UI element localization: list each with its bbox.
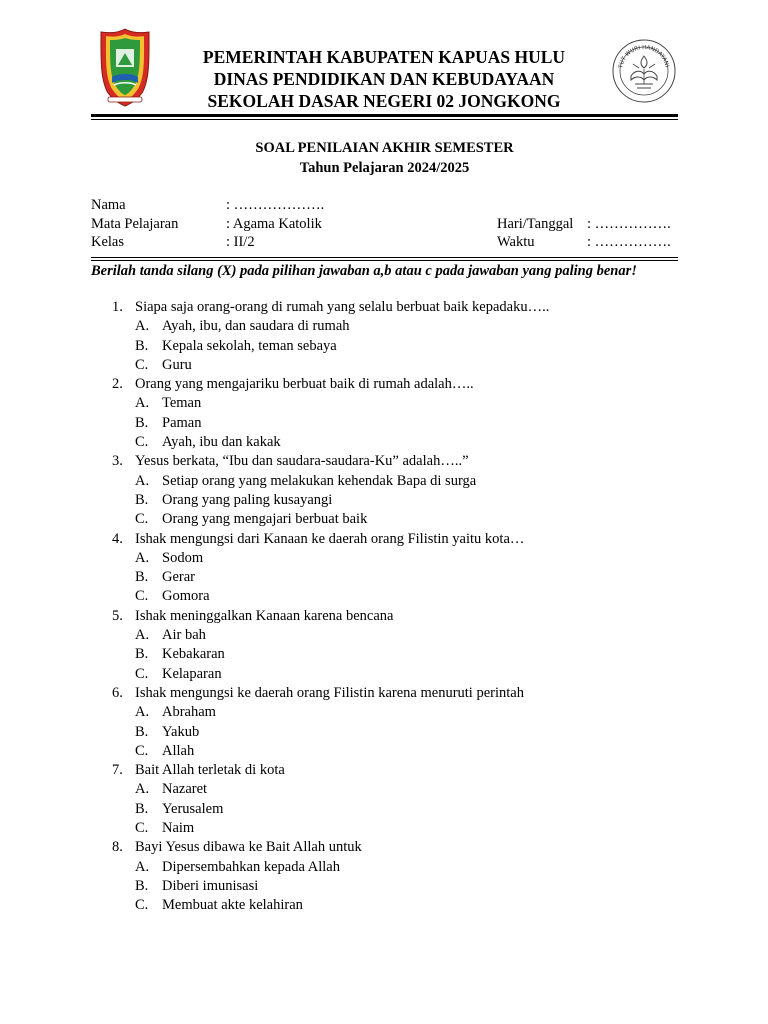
option-text: Ayah, ibu dan kakak: [162, 434, 281, 451]
option-text: Yakub: [162, 723, 200, 740]
question-number: 3.: [112, 453, 123, 470]
option-key: C.: [135, 356, 149, 373]
answer-option[interactable]: [0, 877, 768, 896]
question-row: [0, 298, 768, 317]
answer-option[interactable]: [0, 723, 768, 742]
question-row: [0, 607, 768, 626]
answer-option[interactable]: [0, 549, 768, 568]
question-text: Ishak mengungsi ke daerah orang Filistin karena menuruti perintah: [135, 684, 524, 701]
option-key: C.: [135, 588, 149, 605]
option-text: Gomora: [162, 588, 210, 605]
option-key: B.: [135, 877, 149, 894]
waktu-label: Waktu: [497, 234, 535, 250]
letterhead-rule-thin: [91, 119, 678, 120]
answer-option[interactable]: [0, 703, 768, 722]
question-number: 2.: [112, 376, 123, 393]
option-text: Ayah, ibu, dan saudara di rumah: [162, 318, 350, 335]
svg-text:TUT WURI HANDAYANI: TUT WURI HANDAYANI: [618, 44, 670, 69]
option-text: Dipersembahkan kepada Allah: [162, 858, 340, 875]
mapel-value: : Agama Katolik: [226, 216, 322, 232]
exam-title-line-2: Tahun Pelajaran 2024/2025: [299, 160, 470, 176]
answer-option[interactable]: [0, 414, 768, 433]
question-row: [0, 761, 768, 780]
question-text: Ishak meninggalkan Kanaan karena bencana: [135, 607, 394, 624]
option-text: Kepala sekolah, teman sebaya: [162, 337, 337, 354]
answer-option[interactable]: [0, 472, 768, 491]
letterhead-line-3: SEKOLAH DASAR NEGERI 02 JONGKONG: [207, 91, 561, 111]
question-number: 1.: [112, 299, 123, 315]
option-key: A.: [135, 549, 150, 566]
option-key: A.: [135, 395, 150, 412]
option-text: Orang yang paling kusayangi: [162, 491, 333, 508]
option-text: Guru: [162, 356, 192, 373]
question-text: Ishak mengungsi dari Kanaan ke daerah orang Filistin yaitu kota…: [135, 530, 525, 547]
question-text: Bayi Yesus dibawa ke Bait Allah untuk: [135, 839, 362, 856]
option-text: Teman: [162, 395, 202, 412]
option-text: Membuat akte kelahiran: [162, 897, 303, 914]
question-text: Bait Allah terletak di kota: [135, 762, 285, 779]
question-text: Orang yang mengajariku berbuat baik di rumah adalah…..: [135, 376, 474, 393]
answer-option[interactable]: [0, 317, 768, 336]
question-row: [0, 375, 768, 394]
option-key: B.: [135, 646, 149, 663]
question-text: Siapa saja orang-orang di rumah yang selalu berbuat baik kepadaku…..: [135, 299, 550, 315]
question-row: [0, 838, 768, 857]
answer-option[interactable]: [0, 858, 768, 877]
answer-option[interactable]: [0, 896, 768, 915]
exam-title: [91, 138, 678, 178]
option-text: Kelaparan: [162, 665, 222, 682]
section-rule-top: [91, 257, 678, 258]
answer-option[interactable]: [0, 491, 768, 510]
letterhead-rule-thick: [91, 114, 678, 117]
option-key: B.: [135, 491, 149, 508]
question-row: [0, 684, 768, 703]
letterhead-line-2: DINAS PENDIDIKAN DAN KEBUDAYAAN: [213, 69, 555, 89]
option-key: C.: [135, 897, 149, 914]
option-key: C.: [135, 511, 149, 528]
option-text: Nazaret: [162, 781, 208, 798]
letterhead: [160, 46, 608, 112]
option-key: C.: [135, 742, 149, 759]
option-key: C.: [135, 820, 149, 837]
option-text: Setiap orang yang melakukan kehendak Bapa di surga: [162, 472, 477, 489]
instruction: Berilah tanda silang (X) pada pilihan jawaban a,b atau c pada jawaban yang paling benar!: [91, 263, 637, 279]
letterhead-line-1: PEMERINTAH KABUPATEN KAPUAS HULU: [202, 47, 566, 67]
option-text: Kebakaran: [162, 646, 225, 663]
section-rule-bottom: [91, 260, 678, 261]
option-key: C.: [135, 434, 149, 451]
option-text: Paman: [162, 414, 202, 431]
option-key: A.: [135, 704, 150, 721]
question-number: 6.: [112, 684, 123, 701]
option-key: B.: [135, 414, 149, 431]
kelas-label: Kelas: [91, 234, 125, 250]
exam-title-line-1: SOAL PENILAIAN AKHIR SEMESTER: [255, 140, 514, 156]
option-text: Naim: [162, 820, 195, 837]
option-key: A.: [135, 318, 150, 335]
answer-option[interactable]: [0, 645, 768, 664]
option-text: Abraham: [162, 704, 216, 721]
answer-option[interactable]: [0, 394, 768, 413]
answer-option[interactable]: [0, 665, 768, 684]
answer-option[interactable]: [0, 356, 768, 375]
hari-label: Hari/Tanggal: [497, 216, 574, 232]
answer-option[interactable]: [0, 780, 768, 799]
option-key: A.: [135, 858, 150, 875]
mapel-label: Mata Pelajaran: [91, 216, 179, 232]
option-key: A.: [135, 472, 150, 489]
option-text: Diberi imunisasi: [162, 877, 259, 894]
answer-option[interactable]: [0, 568, 768, 587]
option-text: Sodom: [162, 549, 204, 566]
question-number: 7.: [112, 762, 123, 779]
answer-option[interactable]: [0, 819, 768, 838]
nama-label: Nama: [91, 197, 126, 213]
option-key: A.: [135, 781, 150, 798]
option-text: Allah: [162, 742, 195, 759]
option-key: B.: [135, 337, 149, 354]
option-key: B.: [135, 723, 149, 740]
answer-option[interactable]: [0, 587, 768, 606]
option-key: B.: [135, 569, 149, 586]
option-text: Gerar: [162, 569, 196, 586]
answer-option[interactable]: [0, 433, 768, 452]
waktu-value: : …………….: [587, 234, 671, 250]
question-list: [0, 298, 768, 916]
option-text: Orang yang mengajari berbuat baik: [162, 511, 368, 528]
question-row: [0, 452, 768, 471]
nama-value: : ……………….: [226, 197, 325, 213]
question-text: Yesus berkata, “Ibu dan saudara-saudara-Ku” adalah…..”: [135, 453, 469, 470]
option-key: A.: [135, 627, 150, 644]
question-number: 4.: [112, 530, 123, 547]
answer-option[interactable]: [0, 800, 768, 819]
answer-option[interactable]: [0, 510, 768, 529]
answer-option[interactable]: [0, 742, 768, 761]
hari-value: : …………….: [587, 216, 671, 232]
answer-option[interactable]: [0, 337, 768, 356]
option-text: Yerusalem: [162, 800, 224, 817]
question-number: 5.: [112, 607, 123, 624]
tut-wuri-handayani-icon: [611, 38, 677, 104]
kelas-value: : II/2: [226, 234, 255, 250]
question-row: [0, 530, 768, 549]
answer-option[interactable]: [0, 626, 768, 645]
option-key: B.: [135, 800, 149, 817]
option-key: C.: [135, 665, 149, 682]
kabupaten-crest-icon: [98, 27, 152, 107]
question-number: 8.: [112, 839, 123, 856]
option-text: Air bah: [162, 627, 206, 644]
